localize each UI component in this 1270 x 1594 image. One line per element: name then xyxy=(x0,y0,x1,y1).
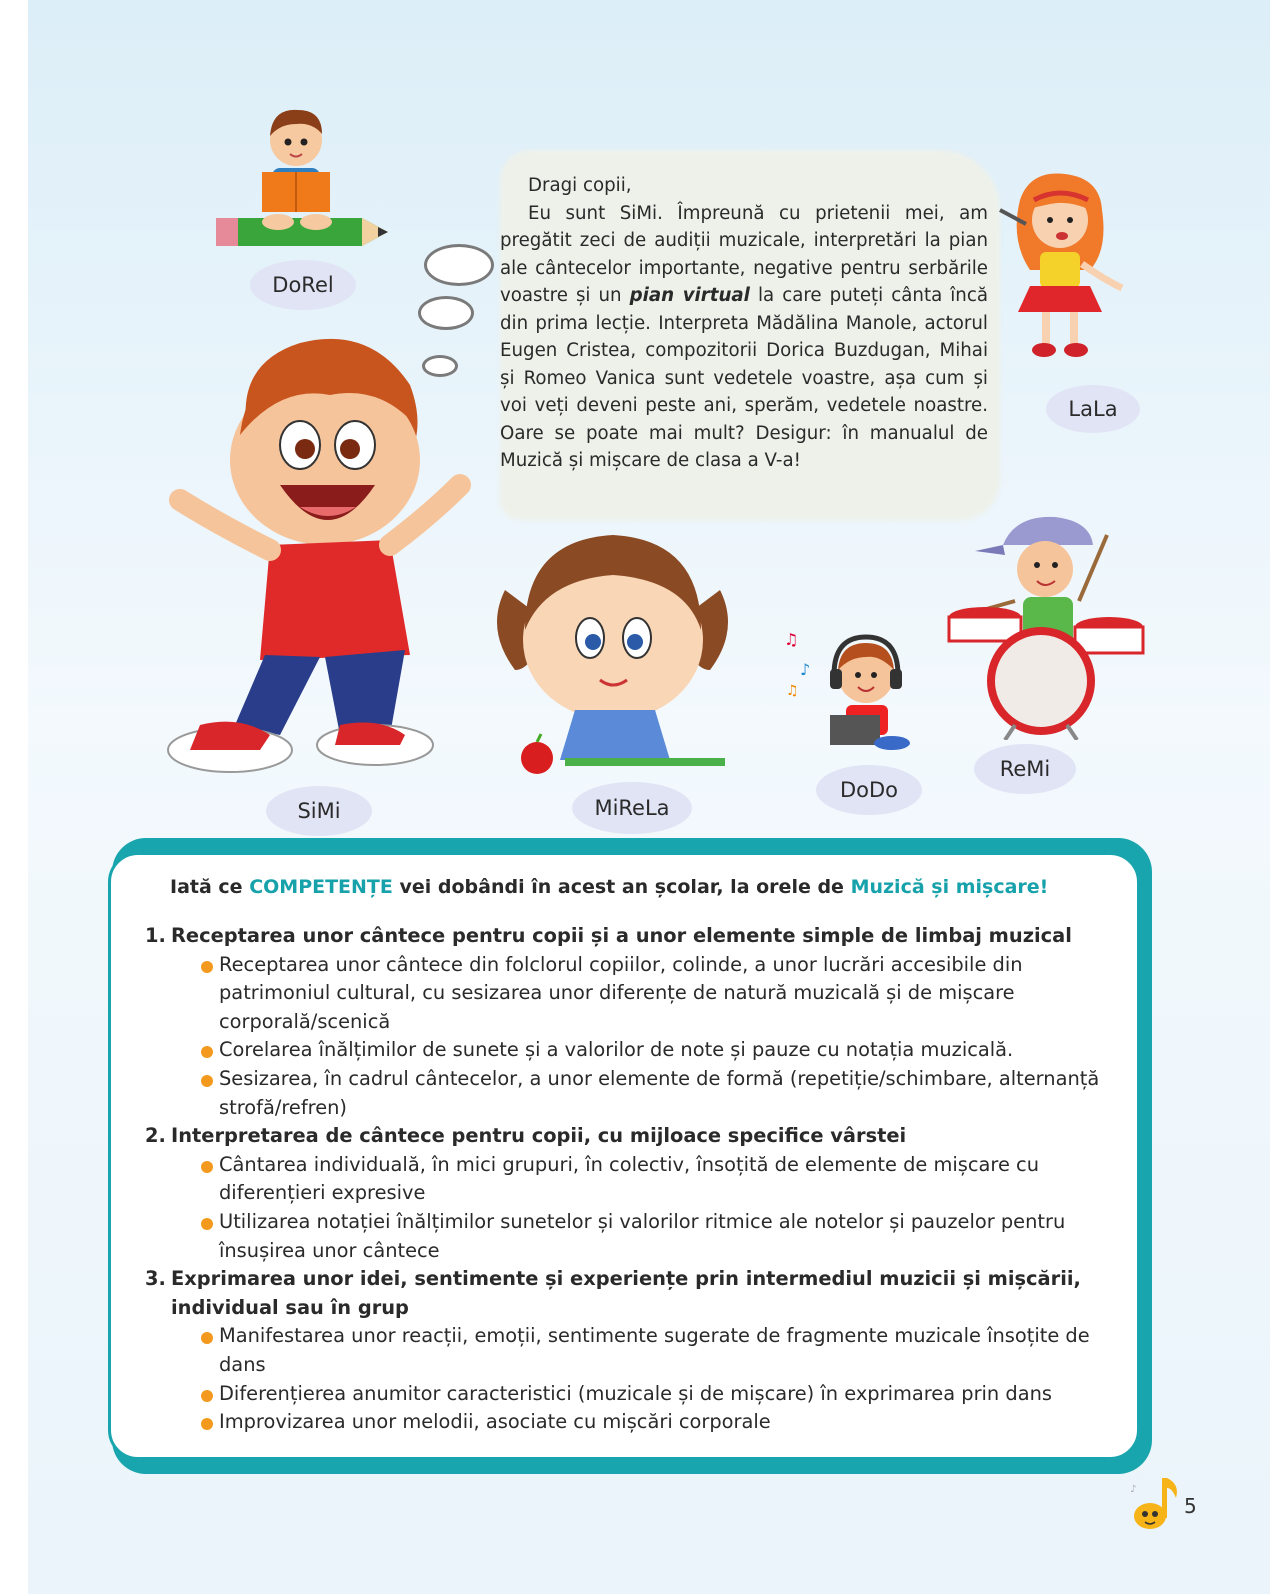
letter-body-part2: la care puteți cânta încă din prima lecție. Interpreta Mădălina Manole, actorul Eugen Cristea, compozitorii Dorica Buzdugan, Mihai și Romeo Vanica sunt vedetele voastre, așa cum și voi veți deveni peste ani, sperăm, vedetele noastre. Oare se poate mai mult? Desigur: în manualul de Muzică și mișcare de clasa a V-a! xyxy=(500,285,988,471)
title-subject: Muzică și mișcare! xyxy=(850,876,1049,898)
simi-illustration xyxy=(160,325,490,780)
section-title: Receptarea unor cântece pentru copii și a unor elemente simple de limbaj muzical xyxy=(171,924,1072,947)
lala-illustration xyxy=(990,170,1130,370)
section-title: Exprimarea unor idei, sentimente și experiențe prin intermediul muzicii și mișcării, individual sau în grup xyxy=(171,1267,1081,1319)
title-middle: vei dobândi în acest an școlar, la orele de xyxy=(392,876,851,898)
competence-item xyxy=(145,1036,1125,1065)
svg-text:♪: ♪ xyxy=(800,660,811,679)
item-text: Diferențierea anumitor caracteristici (muzicale și de mișcare) în exprimarea prin dans xyxy=(219,1381,1052,1405)
competence-item xyxy=(145,1322,1125,1379)
competence-item xyxy=(145,1065,1125,1122)
mirela-illustration xyxy=(485,520,740,780)
competence-section xyxy=(145,922,1125,951)
section-title: Interpretarea de cântece pentru copii, cu mijloace specifice vârstei xyxy=(171,1124,907,1148)
bullet-icon xyxy=(201,1218,213,1230)
competence-item xyxy=(145,1408,1125,1437)
svg-text:♫: ♫ xyxy=(786,683,799,699)
thought-bubble-large xyxy=(424,244,494,286)
music-note-mascot-icon xyxy=(1128,1472,1182,1532)
item-text: Sesizarea, în cadrul cântecelor, a unor elemente de formă (repetiție/schimbare, alternanță strofă/refren) xyxy=(219,1066,1100,1119)
section-number: 2. xyxy=(145,1124,166,1148)
letter-body-bold: pian virtual xyxy=(629,285,750,306)
title-competences: COMPETENȚE xyxy=(249,876,393,898)
svg-text:♫: ♫ xyxy=(784,630,799,649)
section-number: 1. xyxy=(145,924,166,947)
name-bubble-remi: ReMi xyxy=(974,744,1076,794)
item-text: Manifestarea unor reacții, emoții, sentimente sugerate de fragmente muzicale însoțite de dans xyxy=(219,1324,1090,1376)
name-bubble-lala: LaLa xyxy=(1046,385,1140,433)
intro-letter xyxy=(500,172,988,475)
competence-item xyxy=(145,1208,1125,1265)
name-bubble-dodo: DoDo xyxy=(816,765,922,815)
bullet-icon xyxy=(201,1418,213,1430)
name-bubble-dorel: DoRel xyxy=(250,260,356,310)
item-text: Improvizarea unor melodii, asociate cu mișcări corporale xyxy=(219,1410,771,1434)
section-number: 3. xyxy=(145,1267,166,1291)
item-text: Receptarea unor cântece din folclorul copiilor, colinde, a unor lucrări accesibile din patrimoniul cultural, cu sesizarea unor diferențe de natură muzicală și de mișcare corporală/scenică xyxy=(219,952,1023,1033)
competence-section xyxy=(145,1265,1125,1322)
bullet-icon xyxy=(201,1332,213,1344)
title-prefix: Iată ce xyxy=(170,876,250,898)
competence-item xyxy=(145,951,1125,1037)
item-text: Corelarea înălțimilor de sunete și a valorilor de note și pauze cu notația muzicală. xyxy=(219,1038,1014,1062)
bullet-icon xyxy=(201,1390,213,1402)
bullet-icon xyxy=(201,1161,213,1173)
name-bubble-mirela: MiReLa xyxy=(572,782,692,834)
page-number: 5 xyxy=(1184,1494,1197,1518)
bullet-icon xyxy=(201,1075,213,1087)
competence-section xyxy=(145,1122,1125,1151)
dodo-illustration xyxy=(780,615,925,755)
bullet-icon xyxy=(201,961,213,973)
remi-illustration xyxy=(945,505,1150,740)
competence-item xyxy=(145,1380,1125,1409)
competences-title xyxy=(170,876,1120,898)
name-bubble-simi: SiMi xyxy=(266,786,372,836)
letter-body xyxy=(500,200,988,475)
competences-list xyxy=(145,922,1125,1437)
bullet-icon xyxy=(201,1046,213,1058)
letter-greeting: Dragi copii, xyxy=(528,175,632,196)
item-text: Utilizarea notației înălțimilor sunetelor și valorilor ritmice ale notelor și pauzelor pentru însușirea unor cântece xyxy=(219,1209,1066,1262)
svg-text:♪: ♪ xyxy=(1130,1484,1137,1495)
letter-body-part1: Eu sunt SiMi. Împreună cu prietenii mei, am pregătit zeci de audiții muzicale, interpretări la pian ale cântecelor importante, negative pentru serbările voastre și un xyxy=(500,202,988,306)
dorel-illustration xyxy=(212,100,392,250)
competence-item xyxy=(145,1151,1125,1208)
item-text: Cântarea individuală, în mici grupuri, în colectiv, însoțită de elemente de mișcare cu diferențieri expresive xyxy=(219,1152,1040,1205)
